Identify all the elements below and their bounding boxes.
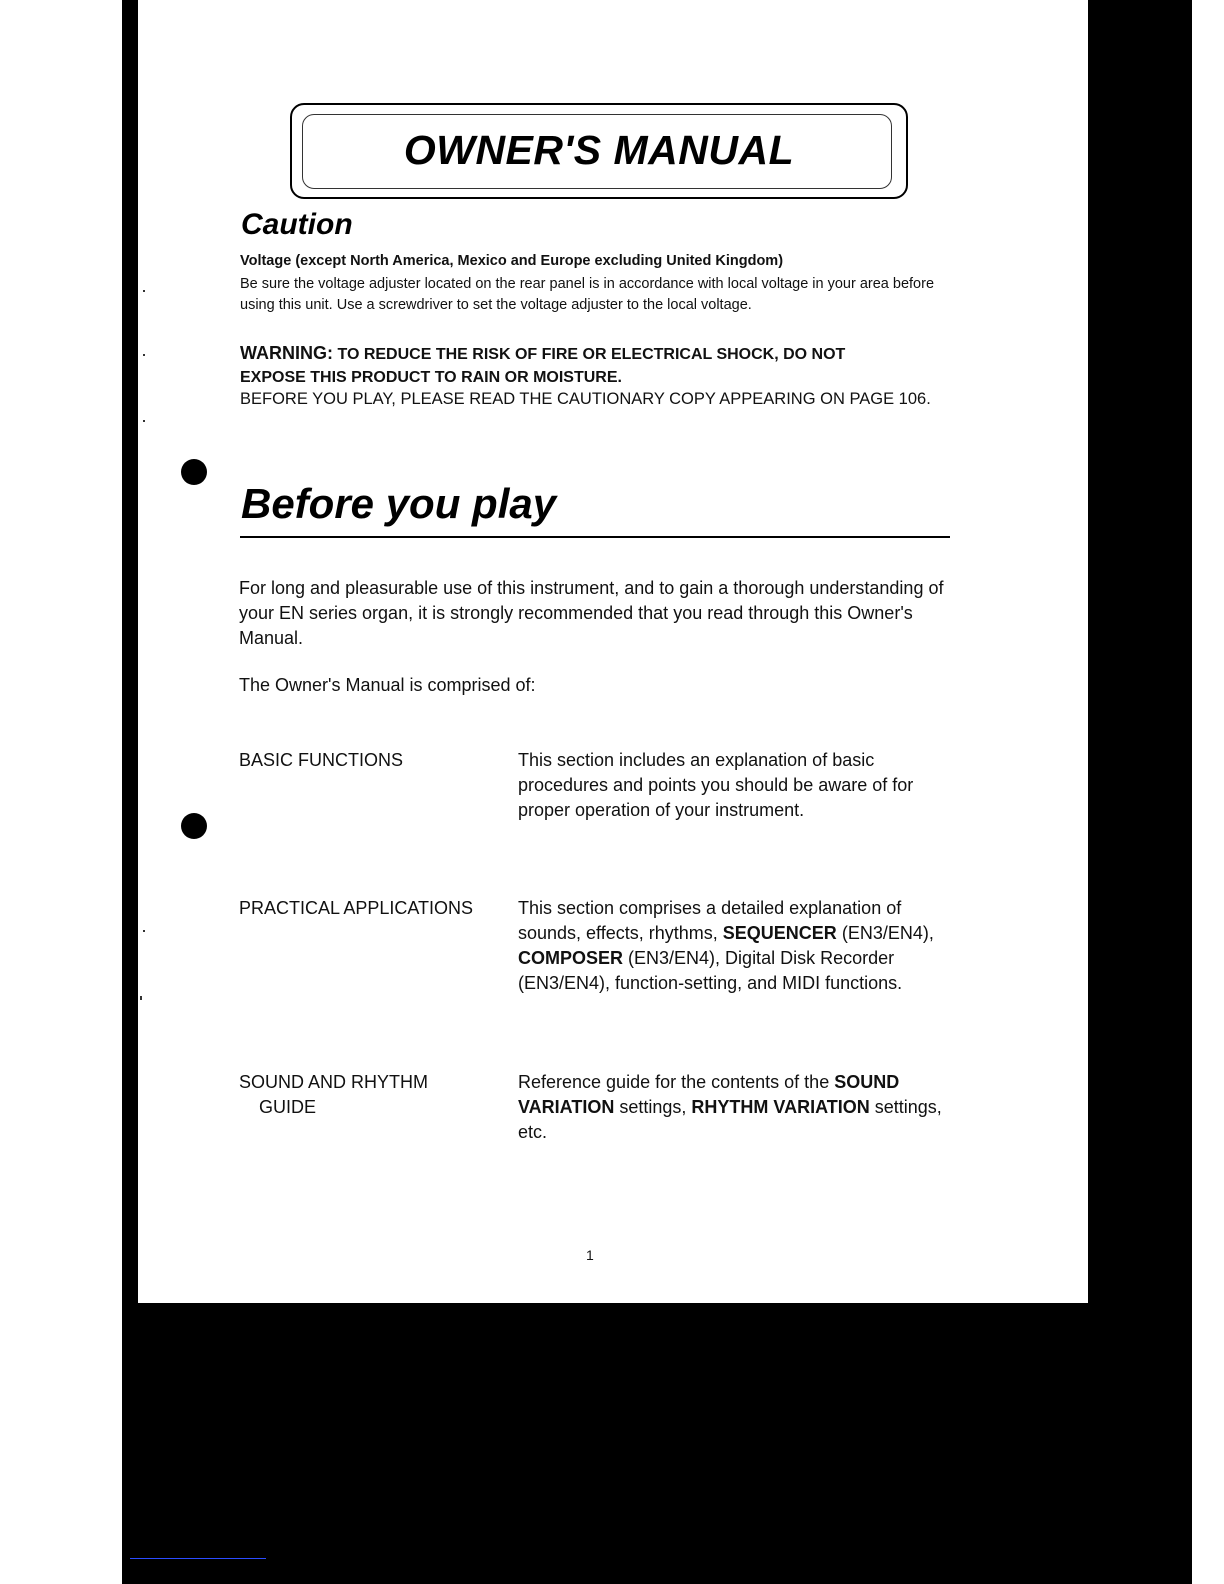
contents-label-basic: BASIC FUNCTIONS [239, 750, 404, 770]
binder-hole-icon [181, 459, 207, 485]
scan-speck [143, 354, 145, 356]
scan-speck [143, 290, 145, 292]
contents-desc-practical [518, 896, 958, 996]
desc-bold-sound-variation: SOUND VARIATION [518, 1072, 900, 1117]
page-title: OWNER'S MANUAL [403, 127, 795, 173]
comprised-text: The Owner's Manual is comprised of: [239, 675, 536, 695]
desc-text: settings, etc. [518, 1097, 942, 1142]
desc-bold-sequencer: SEQUENCER [722, 923, 837, 943]
label-line: SOUND AND RHYTHM [239, 1072, 429, 1092]
page-number: 1 [586, 1247, 594, 1263]
contents-label-practical: PRACTICAL APPLICATIONS [239, 898, 474, 918]
desc-bold-composer: COMPOSER [518, 948, 624, 968]
caution-heading: Caution [241, 208, 353, 241]
voltage-heading: Voltage (except North America, Mexico and Europe excluding United Kingdom) [240, 253, 784, 269]
intro-paragraph: For long and pleasurable use of this instrument, and to gain a thorough understanding of your EN series organ, it is strongly recommended that you read through this Owner's Manual. [239, 578, 944, 648]
desc-text: (EN3/EN4), [841, 923, 934, 943]
scan-speck [143, 420, 145, 422]
contents-desc-guide [518, 1070, 958, 1145]
scan-speck [143, 930, 145, 932]
scan-speck [140, 996, 142, 1000]
section-heading: Before you play [241, 480, 557, 527]
contents-label-guide [239, 1070, 428, 1120]
warning-line-1: TO REDUCE THE RISK OF FIRE OR ELECTRICAL SHOCK, DO NOT [337, 346, 846, 363]
desc-bold-rhythm-variation: RHYTHM VARIATION [691, 1097, 870, 1117]
desc-text: (EN3/EN4), Digital Disk Recorder (EN3/EN4), function-setting, and MIDI functions. [518, 948, 903, 993]
warning-block [240, 342, 960, 389]
warning-label: WARNING: [240, 343, 333, 363]
voltage-text: Be sure the voltage adjuster located on the rear panel is in accordance with local voltage in your area before using this unit. Use a screwdriver to set the voltage adjuster to the local voltage. [240, 276, 935, 313]
warning-line-2: EXPOSE THIS PRODUCT TO RAIN OR MOISTURE. [240, 369, 622, 386]
section-divider [240, 536, 950, 538]
contents-desc-basic: This section includes an explanation of basic procedures and points you should be aware of for proper operation of your instrument. [518, 750, 914, 820]
label-line: GUIDE [259, 1097, 317, 1117]
title-banner [290, 103, 908, 199]
desc-text: This section comprises a detailed explanation of sounds, effects, rhythms, [518, 898, 902, 943]
desc-text: Reference guide for the contents of the [518, 1072, 830, 1092]
scan-border-right [1088, 0, 1224, 1584]
before-play-notice: BEFORE YOU PLAY, PLEASE READ THE CAUTIONARY COPY APPEARING ON PAGE 106. [240, 390, 931, 408]
desc-text: settings, [619, 1097, 687, 1117]
scan-artifact-line [130, 1558, 266, 1559]
scan-margin-left [0, 0, 122, 1584]
binder-hole-icon [181, 813, 207, 839]
scan-border-bottom [122, 1303, 1088, 1584]
